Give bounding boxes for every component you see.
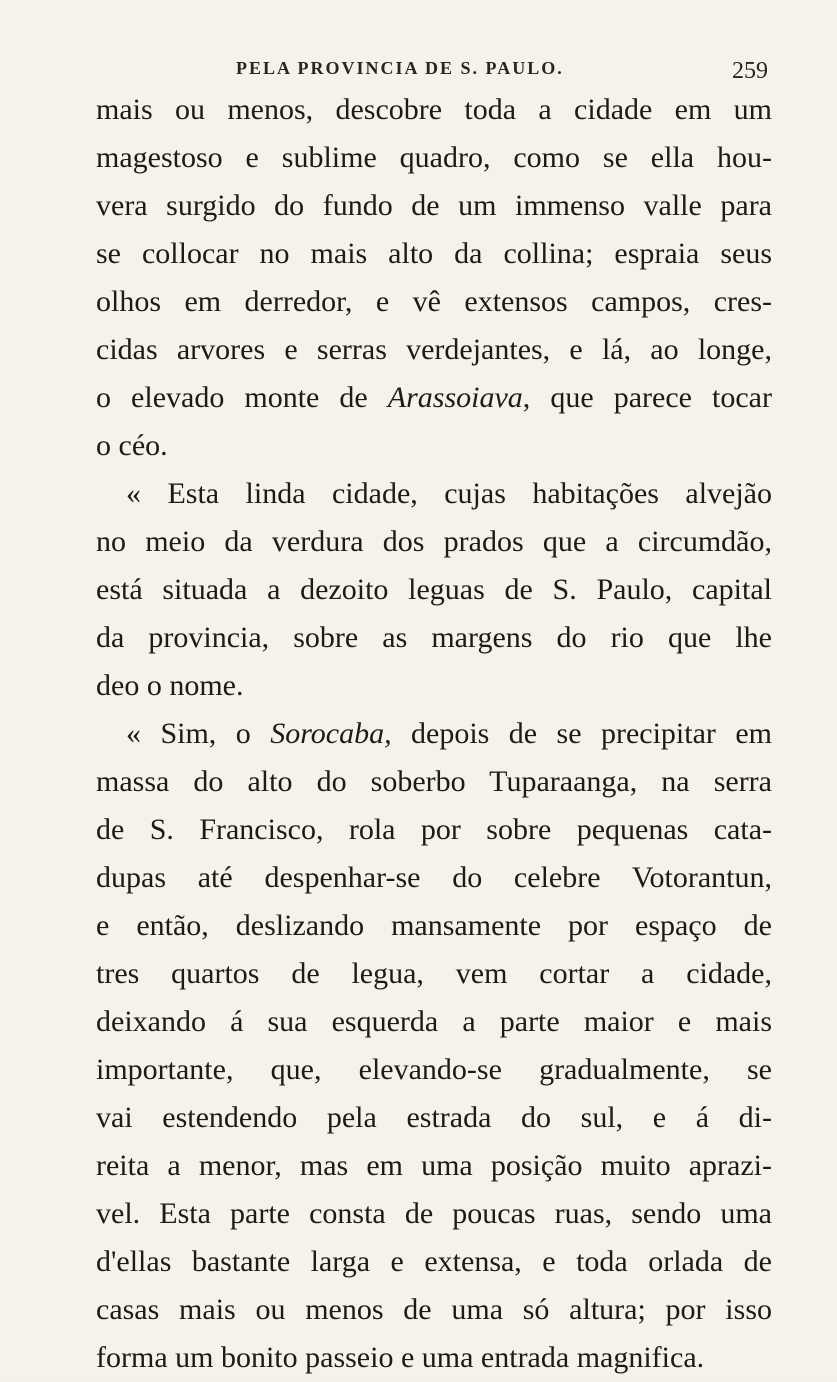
text-line: vera surgido do fundo de um immenso valle para (96, 189, 772, 222)
text-run: o elevado monte de (96, 381, 388, 414)
text-line: cidas arvores e serras verdejantes, e lá, ao longe, (96, 333, 772, 366)
text-run: « Sim, o (126, 717, 271, 750)
text-line: magestoso e sublime quadro, como se ella hou- (96, 141, 772, 174)
text-line: forma um bonito passeio e uma entrada magnifica. (96, 1341, 705, 1374)
text-line: reita a menor, mas em uma posição muito aprazi- (96, 1149, 772, 1182)
text-run: , que parece tocar (522, 381, 772, 414)
text-line: o céo. (96, 429, 168, 462)
text-line: mais ou menos, descobre toda a cidade em um (96, 93, 772, 126)
italic-place-name: Arassoiava (387, 381, 523, 414)
text-line: casas mais ou menos de uma só altura; por isso (96, 1293, 772, 1326)
text-line: está situada a dezoito leguas de S. Paulo, capital (96, 573, 772, 606)
body-text (96, 86, 772, 1382)
text-line: olhos em derredor, e vê extensos campos, cres- (96, 285, 772, 318)
text-line: no meio da verdura dos prados que a circumdão, (96, 525, 772, 558)
italic-river-name: Sorocaba, (270, 717, 392, 750)
text-line: tres quartos de legua, vem cortar a cidade, (96, 957, 772, 990)
text-line: d'ellas bastante larga e extensa, e toda orlada de (96, 1245, 772, 1278)
text-line: da provincia, sobre as margens do rio que lhe (96, 621, 772, 654)
page-number: 259 (732, 58, 768, 84)
text-line (96, 374, 772, 422)
text-line: massa do alto do soberbo Tuparaanga, na serra (96, 765, 772, 798)
text-line: deo o nome. (96, 669, 244, 702)
text-line: « Esta linda cidade, cujas habitações alvejão (126, 477, 772, 510)
running-title: PELA PROVINCIA DE S. PAULO. (236, 58, 564, 78)
running-head (96, 58, 768, 88)
text-line: vai estendendo pela estrada do sul, e á di- (96, 1101, 772, 1134)
text-line: importante, que, elevando-se gradualmente, se (96, 1053, 772, 1086)
text-line: de S. Francisco, rola por sobre pequenas cata- (96, 813, 772, 846)
text-line: se collocar no mais alto da collina; espraia seus (96, 237, 772, 270)
text-line (96, 710, 772, 758)
text-line: dupas até despenhar-se do celebre Votorantun, (96, 861, 772, 894)
text-line: vel. Esta parte consta de poucas ruas, sendo uma (96, 1197, 772, 1230)
text-line: deixando á sua esquerda a parte maior e mais (96, 1005, 772, 1038)
text-run: depois de se precipitar em (391, 717, 772, 750)
text-line: e então, deslizando mansamente por espaço de (96, 909, 772, 942)
